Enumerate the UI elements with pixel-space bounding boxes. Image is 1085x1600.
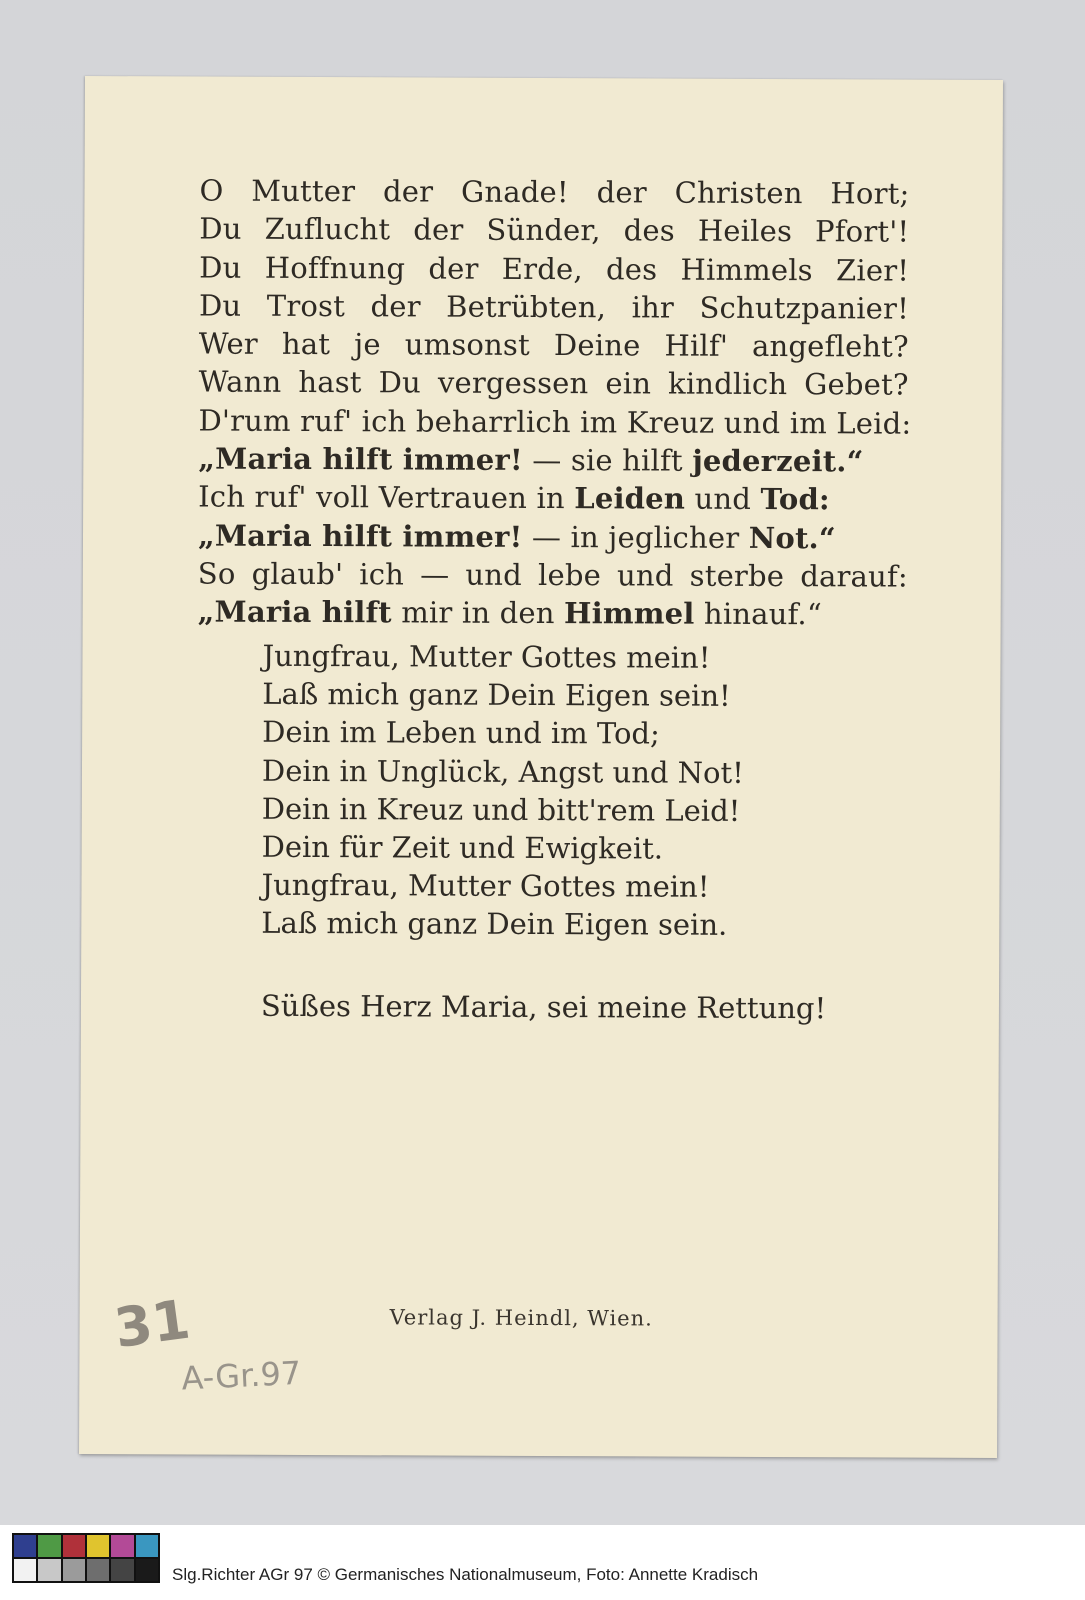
stanza-line: Laß mich ganz Dein Eigen sein. — [261, 906, 728, 943]
poem-emphasis: Tod: — [760, 482, 830, 517]
color-swatch — [111, 1559, 133, 1581]
poem-text: und — [685, 482, 761, 517]
stanza-line: Jungfrau, Mutter Gottes mein! — [261, 868, 710, 904]
poem-emphasis: Himmel — [564, 596, 695, 631]
poem-line — [198, 516, 908, 557]
photo-caption: Slg.Richter AGr 97 © Germanisches Nationalmuseum, Foto: Annette Kradisch — [172, 1565, 759, 1584]
poem-stanza-1 — [198, 172, 910, 635]
poem-emphasis: „Maria hilft immer! — [197, 518, 523, 554]
color-swatch — [87, 1535, 109, 1557]
poem-text: mir in den — [391, 595, 565, 631]
poem-emphasis: „Maria hilft immer! — [198, 441, 523, 477]
color-swatch — [14, 1559, 36, 1581]
poem-line: Wann hast Du vergessen ein kindlich Gebet? — [198, 364, 909, 403]
color-swatch — [87, 1559, 109, 1581]
color-swatch — [14, 1535, 36, 1557]
color-swatch — [63, 1559, 85, 1581]
stanza-line: Laß mich ganz Dein Eigen sein! — [262, 676, 731, 714]
color-swatch — [38, 1559, 60, 1581]
poem-line: Du Hoffnung der Erde, des Himmels Zier! — [199, 250, 910, 288]
poem-line: Du Trost der Betrübten, ihr Schutzpanier! — [198, 288, 910, 326]
poem-line — [198, 440, 908, 481]
color-swatch — [63, 1535, 85, 1557]
poem-line: D'rum ruf' ich beharrlich im Kreuz und im Leid: — [198, 403, 912, 441]
poem-stanza-2 — [261, 637, 822, 945]
poem-text: — sie hilft — [522, 442, 693, 478]
poem-line — [198, 593, 908, 634]
handwritten-inventory-mark: A-Gr.97 — [180, 1353, 302, 1398]
poem-line: Wer hat je umsonst Deine Hilf' angefleht? — [198, 326, 909, 364]
poem-emphasis: Leiden — [574, 481, 686, 517]
stanza-line: Dein in Unglück, Angst und Not! — [261, 753, 744, 790]
poem-emphasis: „Maria hilft — [197, 594, 392, 630]
poem-line: Du Zuflucht der Sünder, des Heiles Pfort'! — [199, 211, 910, 249]
prayer-card — [79, 76, 1003, 1458]
photo-credit-bar — [0, 1525, 1085, 1600]
color-swatch — [111, 1535, 133, 1557]
stanza-line: Dein in Kreuz und bitt'rem Leid! — [261, 791, 741, 828]
handwritten-number: 31 — [110, 1287, 194, 1361]
color-swatch — [38, 1535, 60, 1557]
publisher-imprint: Verlag J. Heindl, Wien. — [389, 1305, 653, 1331]
poem-text: Ich ruf' voll Vertrauen in — [198, 479, 575, 516]
color-swatch — [136, 1559, 158, 1581]
poem-line: O Mutter der Gnade! der Christen Hort; — [199, 173, 910, 211]
color-checker-chart — [12, 1533, 160, 1583]
color-swatch — [136, 1535, 158, 1557]
stanza-line: Dein im Leben und im Tod; — [262, 715, 660, 751]
closing-invocation: Süßes Herz Maria, sei meine Rettung! — [260, 988, 827, 1026]
poem-emphasis: jederzeit.“ — [692, 443, 864, 479]
stanza-line: Dein für Zeit und Ewigkeit. — [261, 829, 664, 866]
stanza-line: Jungfrau, Mutter Gottes mein! — [262, 638, 711, 675]
poem-text: — in jeglicher — [522, 519, 749, 555]
poem-line: So glaub' ich — und lebe und sterbe darauf: — [197, 556, 908, 594]
poem-emphasis: Not.“ — [748, 520, 836, 555]
poem-line — [198, 478, 908, 519]
poem-text: hinauf.“ — [694, 596, 822, 632]
